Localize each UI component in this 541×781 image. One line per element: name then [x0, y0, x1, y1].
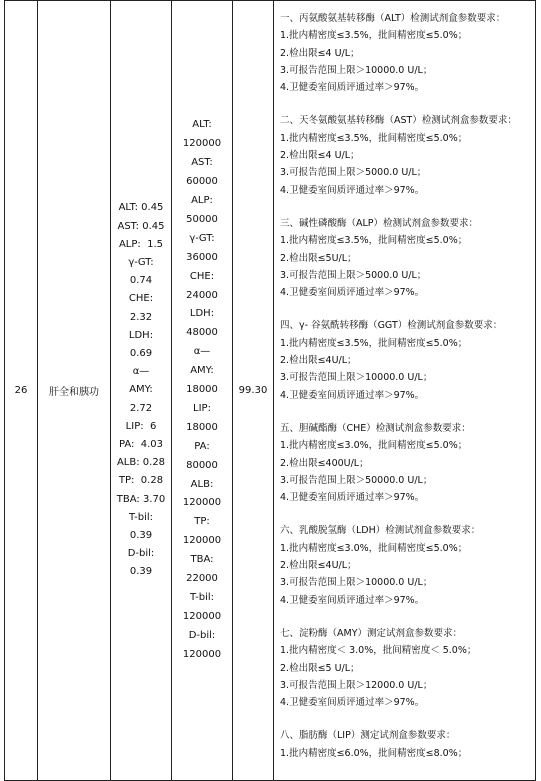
requirement-line: 1.批内精密度≤3.0%，批间精密度≤5.0%； [280, 542, 468, 554]
value-line: γ-GT: [189, 232, 215, 244]
requirement-line: 1.批内精密度≤3.5%，批间精密度≤5.0%； [280, 235, 468, 247]
value-line: 24000 [186, 289, 218, 301]
value-line: TP: 0.28 [118, 475, 164, 487]
requirement-title: 一、丙氨酸氨基转移酶（ALT）检测试剂盒参数要求： [280, 13, 506, 24]
requirement-title: 六、乳酸脱氢酶（LDH）检测试剂盒参数要求： [280, 525, 481, 537]
value-line: 0.39 [129, 530, 153, 542]
requirement-section [280, 522, 529, 608]
requirement-line: 1.批内精密度＜ 3.0%，批间精密度＜ 5.0%； [280, 645, 477, 657]
value-line: ALB: 0.28 [116, 457, 166, 469]
value-line: ALP: [191, 194, 213, 206]
value-line: 60000 [186, 176, 218, 188]
value-line: LDH: [128, 329, 154, 341]
value-line: D-bil: [127, 548, 155, 560]
requirement-line: 4.卫健委室间质评通过率＞97%。 [280, 82, 425, 94]
value-line: CHE: [189, 270, 215, 282]
row-number: 26 [5, 1, 38, 781]
requirement-line: 4.卫健委室间质评通过率＞97%。 [280, 697, 425, 709]
requirement-section [280, 625, 529, 711]
requirement-section [280, 727, 529, 762]
value-line: LIP: [193, 402, 211, 414]
value-line: LIP: 6 [125, 420, 157, 432]
value-line: 120000 [182, 610, 222, 622]
value-line: 0.69 [129, 347, 153, 359]
requirement-line: 3.可报告范围上限＞10000.0 U/L； [280, 64, 433, 76]
requirement-line: 2.检出限≤4 U/L； [280, 150, 360, 162]
value-line: 2.72 [129, 402, 153, 414]
value-line: 120000 [182, 648, 222, 660]
requirement-line: 1.批内精密度≤3.5%，批间精密度≤5.0%； [280, 132, 468, 144]
requirement-line: 3.可报告范围上限＞10000.0 U/L； [280, 577, 433, 589]
value-line: ALT: 0.45 [118, 202, 164, 214]
requirement-line: 4.卫健委室间质评通过率＞97%。 [280, 492, 425, 504]
value-line: 18000 [186, 421, 218, 433]
requirement-section [280, 317, 529, 403]
value-line: 48000 [186, 327, 218, 339]
requirement-line: 2.检出限≤5U/L； [280, 252, 357, 264]
requirement-section [280, 420, 529, 506]
value-line: 36000 [186, 251, 218, 263]
requirement-line: 2.检出限≤4 U/L； [280, 47, 360, 59]
reference-values-cell [111, 1, 172, 781]
value-line: TBA: 3.70 [116, 493, 166, 505]
requirement-line: 4.卫健委室间质评通过率＞97%。 [280, 594, 425, 606]
limit-values-list [172, 116, 232, 664]
value-line: ALB: [190, 478, 214, 490]
requirement-section [280, 215, 529, 301]
requirement-line: 4.卫健委室间质评通过率＞97%。 [280, 389, 425, 401]
requirement-section [280, 10, 529, 96]
value-line: 0.74 [129, 275, 153, 287]
requirement-section [280, 112, 529, 198]
value-line: 120000 [182, 138, 222, 150]
value-line: 22000 [186, 573, 218, 585]
value-line: ALP: 1.5 [118, 238, 164, 250]
value-line: T-bil: [189, 592, 215, 604]
value-line: α— [193, 346, 211, 358]
value-line: γ-GT: [128, 256, 154, 268]
requirement-line: 3.可报告范围上限＞50000.0 U/L； [280, 474, 433, 486]
requirement-title: 四、γ- 谷氨酰转移酶（GGT）检测试剂盒参数要求： [280, 320, 503, 332]
requirement-line: 3.可报告范围上限＞10000.0 U/L； [280, 372, 433, 384]
requirement-line: 1.批内精密度≤3.5%，批间精密度≤5.0%； [280, 337, 468, 349]
limit-values-cell [172, 1, 233, 781]
table-row [5, 1, 536, 781]
requirement-line: 3.可报告范围上限＞5000.0 U/L； [280, 167, 427, 179]
requirement-line: 1.批内精密度≤3.5%，批间精密度≤5.0%； [280, 30, 468, 42]
requirement-line: 2.检出限≤400U/L； [280, 457, 369, 469]
value-line: 80000 [186, 459, 218, 471]
requirements-list [274, 3, 535, 762]
reference-values-list [111, 199, 171, 581]
value-line: LDH: [189, 308, 215, 320]
requirement-line: 4.卫健委室间质评通过率＞97%。 [280, 287, 425, 299]
requirement-line: 2.检出限≤5 U/L； [280, 662, 360, 674]
requirements-cell [274, 1, 536, 781]
requirement-title: 五、胆碱酯酶（CHE）检测试剂盒参数要求： [280, 422, 471, 434]
requirement-line: 1.批内精密度≤6.0%，批间精密度≤8.0%； [280, 747, 468, 759]
value-line: TBA: [190, 554, 214, 566]
spec-table [4, 0, 536, 781]
value-line: AMY: [129, 384, 153, 396]
value-line: T-bil: [128, 511, 154, 523]
value-line: D-bil: [188, 629, 216, 641]
value-line: AMY: [190, 365, 214, 377]
value-line: ALT: [192, 119, 212, 131]
score: 99.30 [233, 1, 274, 781]
value-line: α— [132, 366, 150, 378]
requirement-line: 4.卫健委室间质评通过率＞97%。 [280, 184, 425, 196]
value-line: 2.32 [129, 311, 153, 323]
value-line: 0.39 [129, 566, 153, 578]
value-line: 50000 [186, 213, 218, 225]
value-line: AST: [191, 157, 213, 169]
value-line: CHE: [128, 293, 154, 305]
requirement-line: 3.可报告范围上限＞12000.0 U/L； [280, 679, 433, 691]
value-line: 120000 [182, 535, 222, 547]
requirement-title: 七、淀粉酶（AMY）测定试剂盒参数要求： [280, 627, 462, 639]
requirement-line: 3.可报告范围上限＞5000.0 U/L； [280, 269, 427, 281]
item-name: 肝全和胰功 [38, 1, 111, 781]
requirement-title: 二、天冬氨酸氨基转移酶（AST）检测试剂盒参数要求： [280, 115, 517, 127]
requirement-line: 2.检出限≤4U/L； [280, 560, 357, 572]
requirement-line: 1.批内精密度≤3.0%，批间精密度≤5.0%； [280, 440, 468, 452]
value-line: PA: 4.03 [118, 439, 164, 450]
value-line: PA: [194, 440, 210, 452]
requirement-line: 2.检出限≤4U/L； [280, 355, 357, 367]
requirement-title: 八、脂肪酶（LIP）测定试剂盒参数要求： [280, 730, 456, 742]
value-line: 120000 [182, 497, 222, 509]
value-line: TP: [194, 516, 210, 528]
requirement-title: 三、碱性磷酸酶（ALP）检测试剂盒参数要求： [280, 217, 479, 229]
value-line: 18000 [186, 384, 218, 396]
value-line: AST: 0.45 [117, 220, 165, 232]
